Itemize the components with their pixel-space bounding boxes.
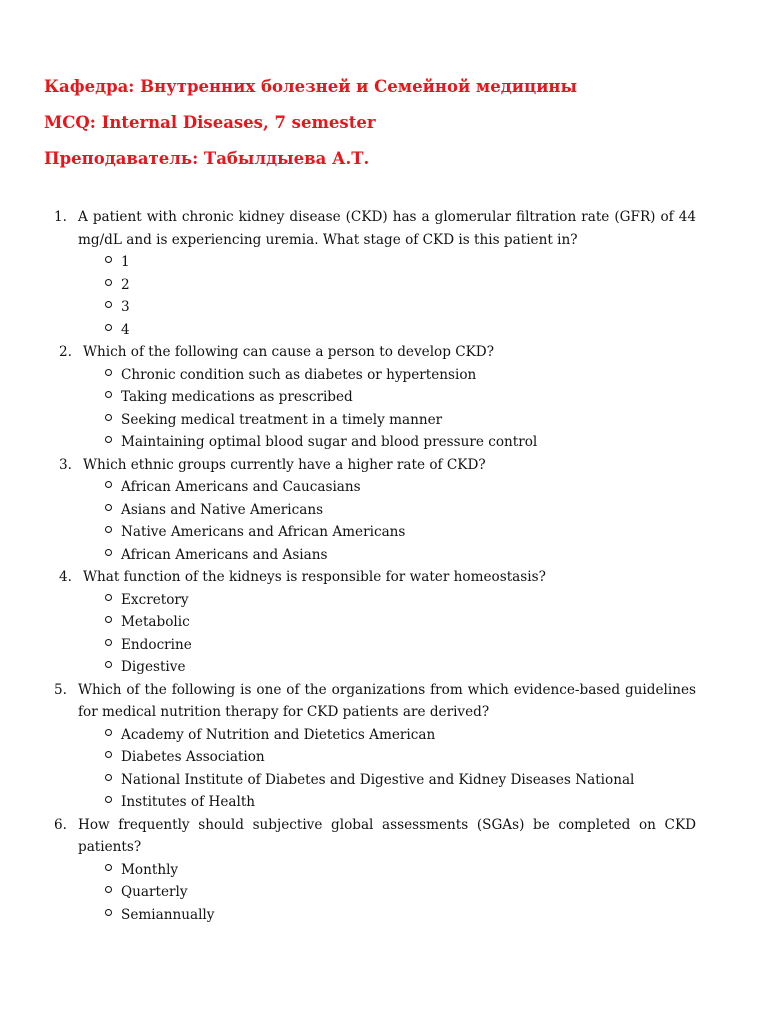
option-item [0,431,768,454]
option-text: Asians and Native Americans [121,501,324,518]
option-item [0,656,768,679]
option-item [0,364,768,387]
circle-bullet-icon [105,369,112,376]
question-text: Which ethnic groups currently have a higher rate of CKD? [83,456,486,473]
option-text: Academy of Nutrition and Dietetics American [121,726,436,743]
circle-bullet-icon [105,481,112,488]
circle-bullet-icon [105,256,112,263]
option-item [0,544,768,567]
department-title: Кафедра: Внутренних болезней и Семейной медицины [44,77,578,96]
question-number: 6. [54,816,67,833]
question-2 [0,341,768,454]
option-text: Institutes of Health [121,794,256,810]
circle-bullet-icon [105,526,112,533]
option-item [0,589,768,612]
circle-bullet-icon [105,909,112,916]
option-text: Monthly [121,861,179,878]
circle-bullet-icon [105,864,112,871]
option-text: Quarterly [121,884,188,900]
option-item [0,611,768,634]
question-number: 4. [59,569,72,585]
option-list [0,724,768,814]
option-text: Chronic condition such as diabetes or hypertension [121,366,477,383]
option-text: Taking medications as prescribed [121,389,353,405]
option-item [0,521,768,544]
course-title: MCQ: Internal Diseases, 7 semester [44,113,376,132]
option-list [0,476,768,566]
question-5 [0,679,768,814]
circle-bullet-icon [105,324,112,331]
question-text: A patient with chronic kidney disease (CKD) has a glomerular filtration rate (GFR) of 44 mg/dL and is experiencing uremia. What stage of CKD is this patient in? [78,209,696,248]
circle-bullet-icon [105,436,112,443]
question-number: 1. [54,209,67,225]
circle-bullet-icon [105,391,112,398]
option-item [0,746,768,769]
circle-bullet-icon [105,886,112,893]
option-list [0,251,768,341]
option-text: Maintaining optimal blood sugar and blood pressure control [121,434,538,450]
circle-bullet-icon [105,549,112,556]
option-text: Endocrine [121,636,192,653]
question-list [0,206,768,926]
option-list [0,859,768,927]
circle-bullet-icon [105,796,112,803]
question-text: Which of the following is one of the organizations from which evidence-based guidelines for medical nutrition therapy for CKD patients are derived? [78,681,696,720]
circle-bullet-icon [105,751,112,758]
option-item [0,859,768,882]
circle-bullet-icon [105,729,112,736]
option-text: African Americans and Caucasians [121,479,361,495]
option-item [0,274,768,297]
circle-bullet-icon [105,301,112,308]
question-4 [0,566,768,679]
option-item [0,386,768,409]
option-item [0,409,768,432]
circle-bullet-icon [105,594,112,601]
question-text: How frequently should subjective global assessments (SGAs) be completed on CKD patients? [78,816,696,855]
question-6 [0,814,768,927]
option-item [0,881,768,904]
circle-bullet-icon [105,504,112,511]
circle-bullet-icon [105,414,112,421]
circle-bullet-icon [105,616,112,623]
option-item [0,769,768,792]
option-item [0,296,768,319]
option-item [0,634,768,657]
teacher-name: Преподаватель: Табылдыева А.Т. [44,149,370,168]
document-header [44,78,734,186]
option-list [0,364,768,454]
option-text: Semiannually [121,906,215,923]
option-text: 2 [121,276,130,293]
question-number: 3. [59,456,72,473]
option-text: 4 [121,321,130,338]
option-text: 3 [121,299,130,315]
option-item [0,724,768,747]
option-text: Diabetes Association [121,749,265,765]
option-item [0,791,768,814]
circle-bullet-icon [105,279,112,286]
option-item [0,251,768,274]
option-item [0,904,768,927]
option-text: African Americans and Asians [121,546,328,563]
circle-bullet-icon [105,661,112,668]
question-text: What function of the kidneys is responsible for water homeostasis? [83,569,546,585]
question-3 [0,454,768,567]
circle-bullet-icon [105,774,112,781]
option-text: Metabolic [121,614,190,630]
question-number: 2. [59,344,72,360]
option-item [0,476,768,499]
question-text: Which of the following can cause a person to develop CKD? [83,344,494,360]
option-item [0,319,768,342]
option-text: 1 [121,254,130,270]
circle-bullet-icon [105,639,112,646]
option-text: Seeking medical treatment in a timely manner [121,411,443,428]
option-text: Native Americans and African Americans [121,524,406,540]
option-text: Excretory [121,591,189,608]
option-text: National Institute of Diabetes and Digestive and Kidney Diseases National [121,771,635,788]
option-list [0,589,768,679]
question-1 [0,206,768,341]
question-number: 5. [54,681,67,698]
option-text: Digestive [121,659,186,675]
option-item [0,499,768,522]
